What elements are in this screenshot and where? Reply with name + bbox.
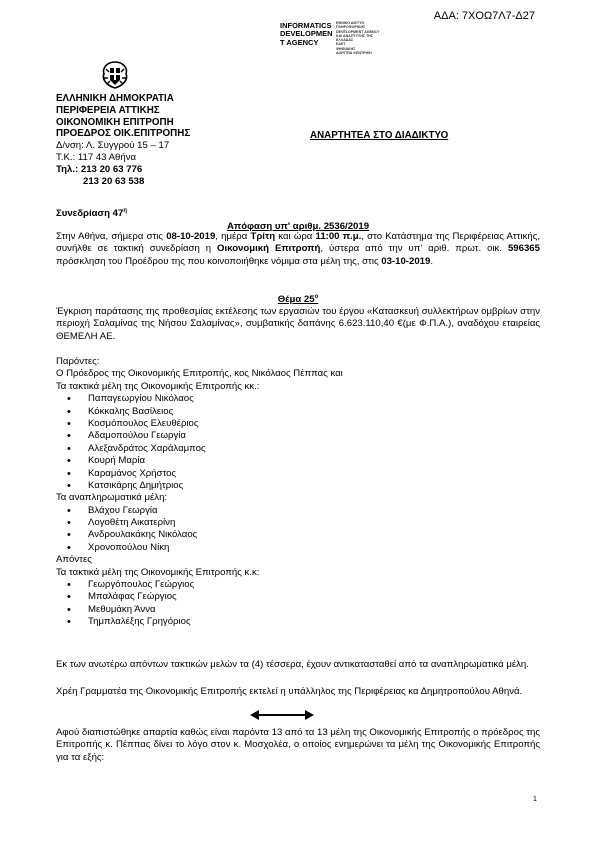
list-item: • Μεθυμάκη Άννα — [56, 604, 540, 616]
logo-line: DEVELOPMEN — [280, 29, 333, 39]
logo-small-line: ΨΗΦΙΑΚΗΣ — [336, 46, 356, 51]
list-item: • Αλεξανδράτος Χαράλαμπος — [56, 443, 540, 455]
session-superscript: η — [123, 207, 127, 214]
list-item: • Αδαμοπούλου Γεωργία — [56, 430, 540, 442]
meeting-day: Τρίτη — [250, 231, 276, 242]
quorum-paragraph: Αφού διαπιστώθηκε απαρτία καθώς είναι παρόντα 13 από τα 13 μέλη της Οικονομικής Επιτροπής ο πρόεδρος της Επιτροπής κ. Πέππας δίνει το λόγο στον κ. Μοσχολέα, ο οποίος ενημερώνει τα μέλη της Οικονομικής Επιτροπής για τα εξής: — [56, 727, 540, 763]
chair-line: Ο Πρόεδρος της Οικονομικής Επιτροπής, κος Νικόλαος Πέππας και — [56, 368, 343, 380]
issuer-line: ΠΕΡΙΦΕΡΕΙΑ ΑΤΤΙΚΗΣ — [56, 104, 160, 116]
logo-small-line: ΔΙΑΥΓΕΙΑ ΚΕΝΤΡΙΚΗ — [336, 51, 372, 56]
meeting-date: 08-10-2019 — [166, 231, 216, 242]
logo-line: INFORMATICS — [280, 21, 332, 30]
list-item: • Παπαγεωργίου Νικόλαος — [56, 393, 540, 405]
address: Δ/νση: Λ. Συγγρού 15 – 17 — [56, 140, 170, 152]
list-item: • Κοσμόπουλος Ελευθέριος — [56, 418, 540, 430]
issuer-line: ΠΡΟΕΔΡΟΣ ΟΙΚ.ΕΠΙΤΡΟΠΗΣ — [56, 128, 191, 140]
list-item: • Γεωργόπουλος Γεώργιος — [56, 579, 540, 591]
logo-small-line: ΕΔΕΤ — [336, 42, 346, 47]
logo-small-line: ΕΛΛΑΔΑΣ — [336, 38, 354, 43]
session-text: Συνεδρίαση 47 — [56, 208, 124, 219]
issuer-line: ΟΙΚΟΝΟΜΙΚΗ ΕΠΙΤΡΟΠΗ — [56, 116, 174, 128]
double-arrow-icon — [250, 709, 314, 721]
telephone-label: Τηλ.: — [56, 164, 79, 176]
meeting-time: 11:00 π.μ. — [315, 231, 362, 242]
logo-small-line: ΠΛΗΡΟΦΟΡΙΚΗΣ — [336, 25, 366, 30]
list-item: • Βλάχου Γεωργία — [56, 505, 540, 517]
informatics-agency-logo-text — [280, 22, 335, 47]
list-item: • Κατσικάρης Δημήτριος — [56, 480, 540, 492]
topic-superscript: ο — [314, 293, 319, 300]
ada-code: ΑΔΑ: 7ΧΟΩ7Λ7-Δ27 — [433, 10, 535, 22]
greek-emblem-icon — [98, 60, 132, 90]
logo-small-line: ΚΑΙ ΑΝΑΠΤΥΞΗΣ ΤΗΣ — [336, 33, 374, 38]
absent-regular-label: Τα τακτικά μέλη της Οικονομικής Επιτροπής κ.κ: — [56, 566, 260, 578]
present-label: Παρόντες: — [56, 356, 100, 367]
substitute-members-label: Τα αναπληρωματικά μέλη: — [56, 492, 168, 504]
list-item: • Μπαλάφας Γεώργιος — [56, 591, 540, 603]
list-item: • Καραμάνος Χρήστος — [56, 468, 540, 480]
logo-small-line: ΕΘΝΙΚΟ ΔΙΚΤΥΟ — [336, 21, 365, 25]
list-item: • Ανδρουλακάκης Νικόλαος — [56, 529, 540, 541]
topic-description: Έγκριση παράτασης της προθεσμίας εκτέλεσης των εργασιών του έργου «Κατασκευή συλλεκτήρων ομβρίων στην περιοχή Σαλαμίνας της Νήσου Σαλαμίνας», συμβατικής δαπάνης 6.623.110,40 €(με Φ.Π.Α.), αναδόχου εταιρείας ΘΕΜΕΛΗ ΑΕ. — [56, 306, 540, 342]
telephone-2: 213 20 63 538 — [83, 176, 145, 188]
list-item: • Κουρή Μαρία — [56, 455, 540, 467]
telephone-1: 213 20 63 776 — [80, 164, 143, 176]
posted-online-notice: ΑΝΑΡΤΗΤΕΑ ΣΤΟ ΔΙΑΔΙΚΤΥΟ — [310, 130, 449, 141]
attendance-list — [56, 356, 540, 629]
informatics-agency-logo-small-text — [336, 21, 396, 55]
issuer-line: ΕΛΛΗΝΙΚΗ ΔΗΜΟΚΡΑΤΙΑ — [56, 93, 174, 104]
invitation-date: 03-10-2019 — [381, 255, 431, 267]
protocol-number: 596365 — [507, 243, 540, 255]
committee-name: Οικονομική Επιτροπή — [217, 243, 321, 255]
topic-number — [56, 294, 540, 306]
list-item: • Κόκκαλης Βασίλειος — [56, 406, 540, 418]
list-item: • Χρονοπούλου Νίκη — [56, 542, 540, 554]
list-item: • Λογοθέτη Αικατερίνη — [56, 517, 540, 529]
session-number — [56, 208, 127, 220]
postal-code: Τ.Κ.: 117 43 Αθήνα — [56, 152, 137, 164]
logo-line: T AGENCY — [280, 37, 319, 47]
meeting-paragraph: Στην Αθήνα, σήμερα στις 08-10-2019, ημέρα Τρίτη και ώρα 11:00 π.μ., στο Κατάστημα της Περιφέρειας Αττικής, συνήλθε σε τακτική συνεδρίαση η Οικονομική Επιτροπή, ύστερα από την υπ' αριθ. πρωτ. οικ. 596365 πρόσκληση του Προέδρου της που κοινοποιήθηκε νόμιμα στα μέλη της, στις 03-10-2019. — [56, 231, 540, 267]
logo-small-line: DEVELOPMENT AGENCY — [336, 29, 380, 34]
absent-label: Απόντες — [56, 554, 92, 566]
secretary-paragraph: Χρέη Γραμματέα της Οικονομικής Επιτροπής εκτελεί η υπάλληλος της Περιφέρειας κα Δημητροπούλου Αθηνά. — [56, 686, 523, 697]
page-number: 1 — [533, 796, 537, 803]
issuer-header — [56, 93, 286, 188]
decision-number: Απόφαση υπ' αριθμ. 2536/2019 — [226, 221, 370, 232]
regular-members-label: Τα τακτικά μέλη της Οικονομικής Επιτροπής κκ.: — [56, 380, 260, 392]
topic-text: Θέμα 25 — [277, 294, 315, 305]
substitution-paragraph: Εκ των ανωτέρω απόντων τακτικών μελών τα (4) τέσσερα, έχουν αντικατασταθεί από τα αναπληρωματικά μέλη. — [56, 659, 529, 670]
list-item: • Τημπλαλέξης Γρηγόριος — [56, 616, 540, 628]
